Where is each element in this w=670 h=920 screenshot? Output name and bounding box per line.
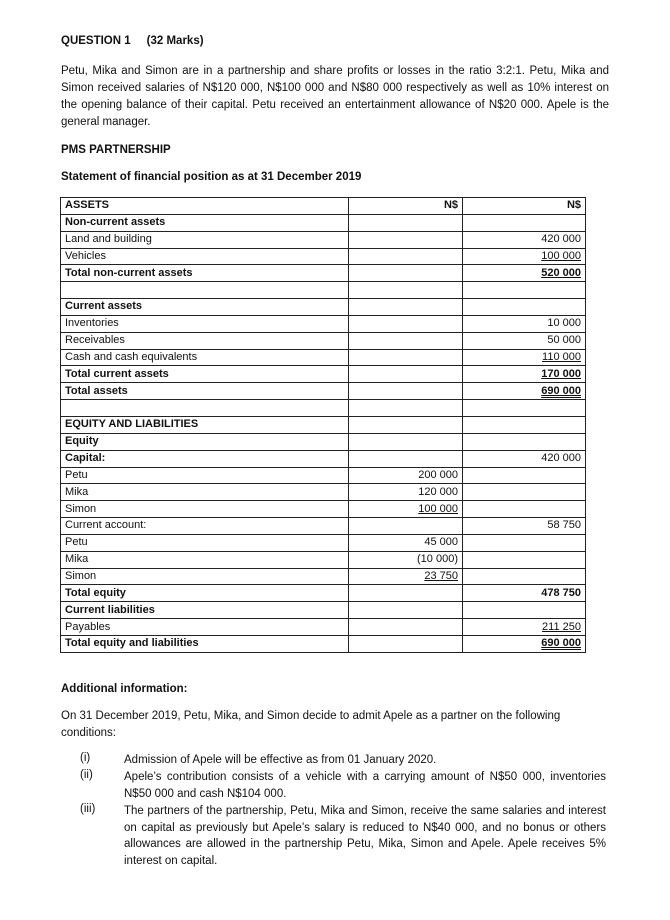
label-cell <box>61 534 349 551</box>
mid-cell <box>349 619 463 636</box>
right-cell <box>463 416 586 433</box>
right-value: 110 000 <box>542 351 581 364</box>
label-value: Inventories <box>65 317 119 330</box>
mid-value: 200 000 <box>418 468 458 481</box>
label-value: Current liabilities <box>65 603 155 616</box>
table-row <box>61 467 586 484</box>
mid-cell <box>349 450 463 467</box>
mid-cell <box>349 484 463 501</box>
mid-cell <box>349 349 463 366</box>
table-row <box>61 568 586 585</box>
table-row <box>61 534 586 551</box>
label-cell <box>61 198 349 215</box>
right-value: 420 000 <box>541 233 581 246</box>
right-cell <box>463 433 586 450</box>
right-cell <box>463 299 586 316</box>
right-cell <box>463 585 586 602</box>
label-cell <box>61 332 349 349</box>
right-value: 478 750 <box>541 586 581 599</box>
label-cell <box>61 585 349 602</box>
right-cell <box>463 214 586 231</box>
right-cell <box>463 534 586 551</box>
table-row <box>61 198 586 215</box>
label-value: Petu <box>65 468 88 481</box>
label-value: Current account: <box>65 519 147 532</box>
mid-cell <box>349 568 463 585</box>
right-cell <box>463 568 586 585</box>
label-cell <box>61 265 349 282</box>
right-value: 100 000 <box>541 249 581 262</box>
label-cell <box>61 416 349 433</box>
table-row <box>61 332 586 349</box>
mid-cell <box>349 299 463 316</box>
table-row <box>61 282 586 299</box>
table-row <box>61 450 586 467</box>
label-cell <box>61 450 349 467</box>
right-value: 211 250 <box>542 620 581 633</box>
table-row <box>61 231 586 248</box>
condition-number: (iii) <box>80 803 96 815</box>
label-value: Payables <box>65 620 111 633</box>
mid-cell <box>349 400 463 417</box>
label-cell <box>61 315 349 332</box>
additional-info-paragraph: On 31 December 2019, Petu, Mika, and Simon decide to admit Apele as a partner on the following conditions: <box>61 710 561 739</box>
label-value: Receivables <box>65 334 125 347</box>
mid-cell <box>349 248 463 265</box>
condition-text: Apele’s contribution consists of a vehicle with a carrying amount of N$50 000, inventories N$50 000 and cash N$104 000. <box>124 771 606 800</box>
mid-cell <box>349 467 463 484</box>
right-cell <box>463 635 586 652</box>
label-value: EQUITY AND LIABILITIES <box>65 418 199 431</box>
table-row <box>61 383 586 400</box>
label-value: Simon <box>65 569 97 582</box>
label-cell <box>61 635 349 652</box>
additional-info-title: Additional information: <box>61 683 188 695</box>
label-cell <box>61 299 349 316</box>
question-marks: (32 Marks) <box>146 35 204 47</box>
table-row <box>61 214 586 231</box>
label-cell <box>61 214 349 231</box>
label-cell <box>61 602 349 619</box>
right-cell <box>463 315 586 332</box>
right-value: 10 000 <box>547 317 581 330</box>
table-row <box>61 518 586 535</box>
label-cell <box>61 231 349 248</box>
label-cell <box>61 400 349 417</box>
label-value: ASSETS <box>65 199 110 212</box>
condition-number: (ii) <box>80 769 93 781</box>
right-value: 520 000 <box>541 266 581 279</box>
question-label: QUESTION 1 <box>61 35 131 47</box>
table-row <box>61 635 586 652</box>
right-value: 690 000 <box>541 384 581 397</box>
intro-paragraph: Petu, Mika and Simon are in a partnership and share profits or losses in the ratio 3:2:1. Petu, Mika and Simon received salaries of N$120 000, N$100 000 and N$80 000 respectively as well as 10% interest on the opening balance of their capital. Petu received an entertainment allowance of N$20 000. Apele is the general manager. <box>61 65 609 128</box>
label-value: Mika <box>65 553 89 566</box>
right-cell <box>463 231 586 248</box>
condition-text: The partners of the partnership, Petu, Mika and Simon, receive the same salaries and interest on capital as previously but Apele’s salary is reduced to N$40 000, and no bonus or others allowances are allowed in the partnership Petu, Mika, Simon and Apele. Apele receives 5% interest on capital. <box>124 805 606 867</box>
label-value: Cash and cash equivalents <box>65 351 198 364</box>
right-cell <box>463 484 586 501</box>
table-row <box>61 400 586 417</box>
label-cell <box>61 349 349 366</box>
table-row <box>61 299 586 316</box>
mid-cell <box>349 551 463 568</box>
label-cell <box>61 551 349 568</box>
label-value: Vehicles <box>65 249 106 262</box>
mid-cell <box>349 383 463 400</box>
mid-cell <box>349 501 463 518</box>
table-row <box>61 484 586 501</box>
right-value: 690 000 <box>541 637 581 650</box>
mid-cell <box>349 231 463 248</box>
label-value: Current assets <box>65 300 143 313</box>
label-cell <box>61 366 349 383</box>
right-cell <box>463 248 586 265</box>
right-cell <box>463 198 586 215</box>
right-value: 58 750 <box>547 519 581 532</box>
mid-cell <box>349 332 463 349</box>
mid-cell <box>349 315 463 332</box>
label-value: Total equity <box>65 586 126 599</box>
mid-cell <box>349 366 463 383</box>
mid-cell <box>349 214 463 231</box>
right-cell <box>463 450 586 467</box>
mid-cell <box>349 265 463 282</box>
right-cell <box>463 400 586 417</box>
label-cell <box>61 248 349 265</box>
table-row <box>61 585 586 602</box>
label-cell <box>61 501 349 518</box>
right-cell <box>463 383 586 400</box>
condition-text: Admission of Apele will be effective as from 01 January 2020. <box>124 754 437 766</box>
right-cell <box>463 619 586 636</box>
mid-cell <box>349 433 463 450</box>
mid-value: 45 000 <box>424 536 458 549</box>
table-row <box>61 619 586 636</box>
condition-number: (i) <box>80 752 91 764</box>
right-value: 170 000 <box>541 367 581 380</box>
label-cell <box>61 619 349 636</box>
label-cell <box>61 484 349 501</box>
mid-value: 100 000 <box>418 502 458 515</box>
mid-value: (10 000) <box>417 553 458 566</box>
table-row <box>61 551 586 568</box>
right-value: 420 000 <box>541 452 581 465</box>
label-value: Total equity and liabilities <box>65 637 199 650</box>
mid-cell <box>349 602 463 619</box>
label-value: Petu <box>65 536 88 549</box>
right-cell <box>463 349 586 366</box>
table-row <box>61 501 586 518</box>
label-value: Equity <box>65 435 99 448</box>
label-value: Total non-current assets <box>65 266 193 279</box>
mid-cell <box>349 198 463 215</box>
table-row <box>61 349 586 366</box>
table-row <box>61 433 586 450</box>
mid-cell <box>349 416 463 433</box>
label-value: Mika <box>65 485 89 498</box>
mid-cell <box>349 585 463 602</box>
mid-cell <box>349 534 463 551</box>
right-value: N$ <box>566 199 581 212</box>
label-value: Non-current assets <box>65 216 166 229</box>
table-row <box>61 366 586 383</box>
label-cell <box>61 383 349 400</box>
right-cell <box>463 282 586 299</box>
mid-value: N$ <box>443 199 458 212</box>
label-value: Land and building <box>65 233 152 246</box>
table-row <box>61 416 586 433</box>
table-row <box>61 248 586 265</box>
mid-value: 23 750 <box>424 569 458 582</box>
label-value: Simon <box>65 502 97 515</box>
label-value: Total assets <box>65 384 128 397</box>
question-heading <box>61 35 204 47</box>
label-value: Total current assets <box>65 367 169 380</box>
right-cell <box>463 366 586 383</box>
right-cell <box>463 551 586 568</box>
label-value: Capital: <box>65 452 106 465</box>
table-row <box>61 265 586 282</box>
mid-cell <box>349 518 463 535</box>
right-cell <box>463 501 586 518</box>
label-cell <box>61 467 349 484</box>
company-name: PMS PARTNERSHIP <box>61 144 171 156</box>
right-cell <box>463 518 586 535</box>
label-cell <box>61 433 349 450</box>
label-cell <box>61 518 349 535</box>
right-value: 50 000 <box>547 334 581 347</box>
table-row <box>61 602 586 619</box>
right-cell <box>463 467 586 484</box>
table-row <box>61 315 586 332</box>
label-cell <box>61 282 349 299</box>
right-cell <box>463 265 586 282</box>
mid-cell <box>349 282 463 299</box>
statement-title: Statement of financial position as at 31 December 2019 <box>61 171 362 183</box>
label-cell <box>61 568 349 585</box>
mid-cell <box>349 635 463 652</box>
right-cell <box>463 332 586 349</box>
financial-position-table <box>60 197 586 653</box>
mid-value: 120 000 <box>418 485 458 498</box>
right-cell <box>463 602 586 619</box>
